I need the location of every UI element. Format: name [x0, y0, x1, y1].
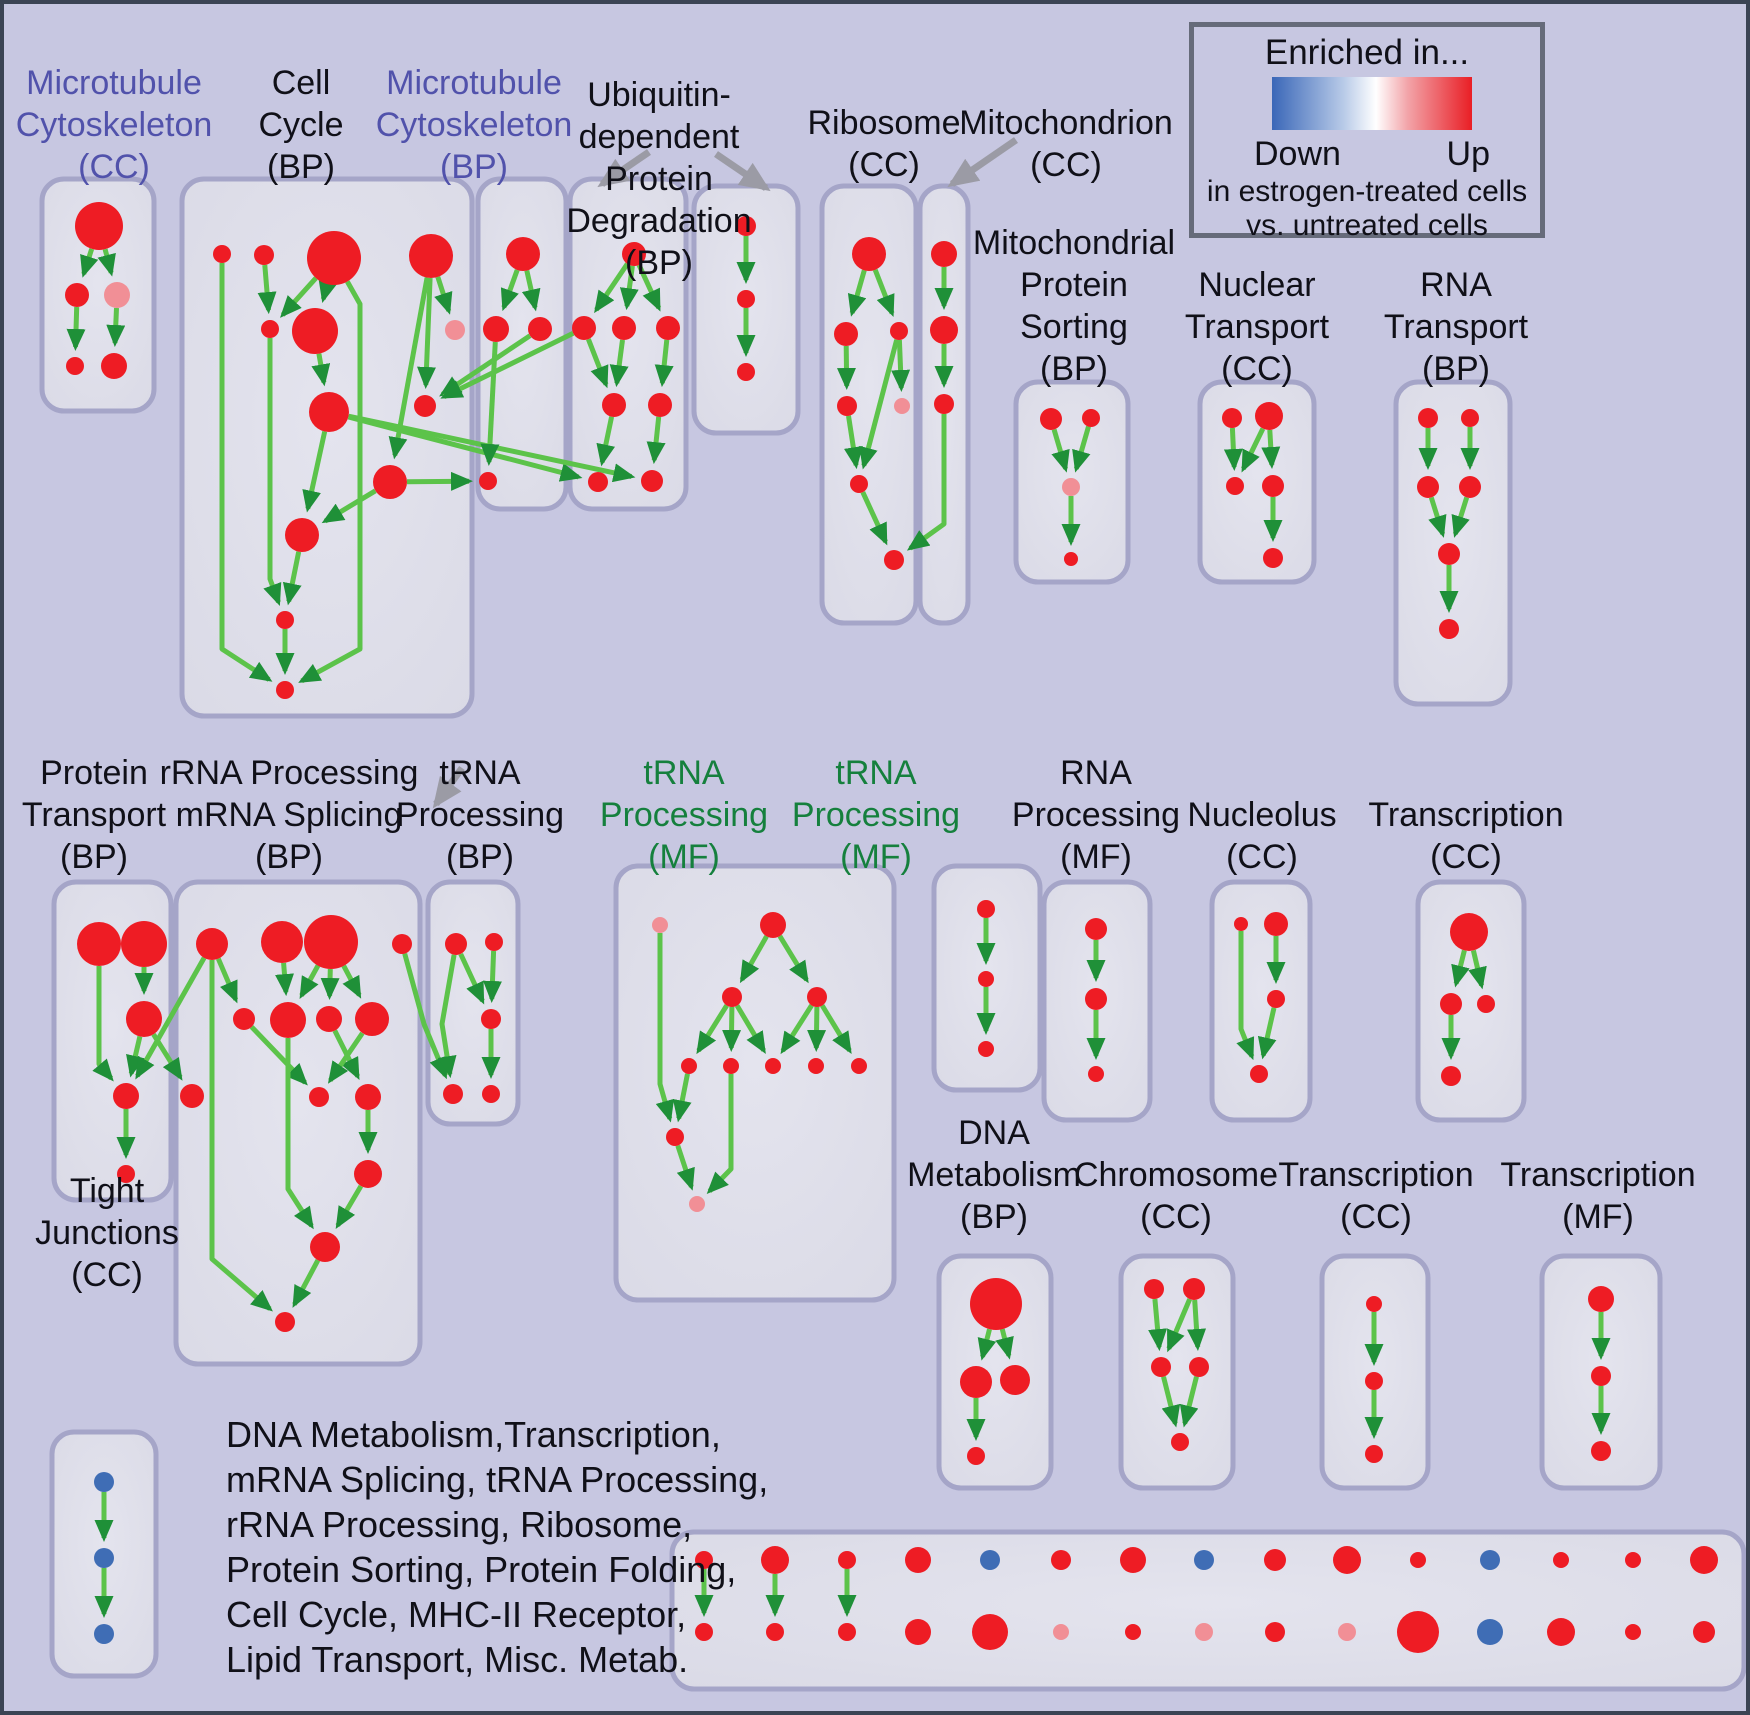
- graph-node: [977, 900, 995, 918]
- graph-node: [1410, 1552, 1426, 1568]
- graph-node: [689, 1196, 705, 1212]
- graph-node: [104, 282, 130, 308]
- graph-node: [760, 912, 786, 938]
- label-protein-transport-bp: Protein Transport (BP): [21, 754, 167, 876]
- label-chromosome-cc: Chromosome (CC): [1073, 1156, 1279, 1236]
- graph-edge: [1270, 430, 1272, 465]
- graph-node: [723, 1058, 739, 1074]
- graph-node: [292, 308, 338, 354]
- label-microtubule-cytoskeleton-bp: Microtubule Cytoskeleton (BP): [375, 64, 573, 186]
- legend-up-label: Up: [1446, 135, 1490, 173]
- graph-node: [1085, 918, 1107, 940]
- graph-node: [254, 245, 274, 265]
- graph-node: [1397, 1611, 1439, 1653]
- graph-node: [1418, 408, 1438, 428]
- graph-node: [602, 393, 626, 417]
- graph-edge: [816, 1007, 817, 1048]
- graph-node: [1053, 1624, 1069, 1640]
- graph-node: [1222, 408, 1242, 428]
- graph-node: [213, 245, 231, 263]
- graph-node: [1440, 993, 1462, 1015]
- graph-node: [837, 396, 857, 416]
- graph-node: [1183, 1278, 1205, 1300]
- graph-node: [307, 231, 361, 285]
- graph-node: [355, 1084, 381, 1110]
- graph-node: [1194, 1550, 1214, 1570]
- graph-node: [77, 922, 121, 966]
- graph-node: [666, 1128, 684, 1146]
- graph-node: [884, 550, 904, 570]
- graph-node: [1480, 1550, 1500, 1570]
- graph-node: [572, 316, 596, 340]
- legend-subtitle-1: in estrogen-treated cells: [1206, 175, 1528, 208]
- graph-node: [233, 1008, 255, 1030]
- graph-node: [528, 317, 552, 341]
- graph-edge: [899, 340, 901, 388]
- graph-node: [1226, 477, 1244, 495]
- graph-node: [482, 1085, 500, 1103]
- graph-node: [1267, 990, 1285, 1008]
- graph-edge: [330, 969, 331, 996]
- graph-node: [75, 202, 123, 250]
- graph-node: [1144, 1279, 1164, 1299]
- graph-node: [309, 1087, 329, 1107]
- graph-node: [479, 472, 497, 490]
- graph-node: [612, 316, 636, 340]
- graph-node: [1000, 1365, 1030, 1395]
- graph-edge: [731, 1007, 732, 1048]
- graph-node: [1693, 1621, 1715, 1643]
- legend-title: Enriched in...: [1264, 33, 1470, 72]
- graph-node: [275, 1312, 295, 1332]
- graph-node: [94, 1472, 114, 1492]
- graph-node: [905, 1547, 931, 1573]
- graph-node: [1365, 1372, 1383, 1390]
- graph-node: [1366, 1296, 1382, 1312]
- graph-node: [890, 322, 908, 340]
- graph-node: [1171, 1433, 1189, 1451]
- label-rrna-processing-mrna-splicing-bp: rRNA Processing mRNA Splicing (BP): [159, 754, 419, 876]
- graph-node: [316, 1006, 342, 1032]
- graph-node: [1250, 1065, 1268, 1083]
- label-rna-transport-bp: RNA Transport (BP): [1383, 266, 1529, 388]
- graph-node: [261, 320, 279, 338]
- legend-endpoints: [1254, 135, 1490, 174]
- label-dna-metabolism-bp: DNA Metabolism (BP): [907, 1114, 1081, 1236]
- graph-node: [1365, 1445, 1383, 1463]
- graph-node: [113, 1083, 139, 1109]
- graph-node: [807, 987, 827, 1007]
- label-transcription-cc-bottom: Transcription (CC): [1278, 1156, 1474, 1236]
- graph-node: [1438, 543, 1460, 565]
- graph-edge: [1195, 1300, 1198, 1347]
- graph-node: [1441, 1066, 1461, 1086]
- graph-node: [276, 681, 294, 699]
- graph-node: [1085, 988, 1107, 1010]
- graph-node: [445, 933, 467, 955]
- graph-node: [838, 1551, 856, 1569]
- graph-node: [978, 971, 994, 987]
- graph-node: [1088, 1066, 1104, 1082]
- graph-node: [1588, 1286, 1614, 1312]
- misc-categories-text: DNA Metabolism,Transcription, mRNA Splicing, tRNA Processing, rRNA Processing, Ribosome, Protein Sorting, Protein Folding, Cell Cycle, MHC-II Receptor, Lipid Transport, Misc. Metab.: [226, 1414, 769, 1680]
- box-rna-transport: [1396, 382, 1510, 704]
- label-trna-processing-mf-2: tRNA Processing (MF): [791, 754, 961, 876]
- graph-node: [445, 320, 465, 340]
- graph-node: [1120, 1547, 1146, 1573]
- graph-node: [808, 1058, 824, 1074]
- graph-node: [648, 393, 672, 417]
- graph-edge: [76, 307, 77, 347]
- graph-node: [641, 470, 663, 492]
- label-mito-protein-sorting-bp: Mitochondrial Protein Sorting (BP): [972, 224, 1176, 388]
- graph-node: [931, 241, 957, 267]
- graph-node: [1547, 1618, 1575, 1646]
- graph-node: [196, 928, 228, 960]
- graph-node: [373, 465, 407, 499]
- graph-node: [851, 1058, 867, 1074]
- graph-edge: [407, 481, 469, 482]
- legend-subtitle-2: vs. untreated cells: [1246, 209, 1488, 242]
- graph-node: [1262, 475, 1284, 497]
- graph-edge: [846, 346, 847, 386]
- graph-node: [1051, 1550, 1071, 1570]
- graph-node: [588, 472, 608, 492]
- graph-node: [481, 1009, 501, 1029]
- graph-node: [1082, 409, 1100, 427]
- graph-node: [1450, 913, 1488, 951]
- graph-node: [834, 322, 858, 346]
- graph-node: [852, 237, 886, 271]
- graph-node: [309, 392, 349, 432]
- graph-node: [1439, 619, 1459, 639]
- graph-node: [285, 518, 319, 552]
- label-ribosome-cc: Ribosome (CC): [807, 104, 961, 184]
- label-trna-processing-bp: tRNA Processing (BP): [395, 754, 565, 876]
- label-transcription-mf: Transcription (MF): [1500, 1156, 1696, 1236]
- graph-node: [967, 1447, 985, 1465]
- label-cell-cycle-bp: Cell Cycle (BP): [258, 64, 344, 186]
- graph-node: [409, 234, 453, 278]
- graph-node: [930, 316, 958, 344]
- graph-node: [681, 1058, 697, 1074]
- graph-node: [1477, 995, 1495, 1013]
- graph-node: [1264, 1549, 1286, 1571]
- legend-down-label: Down: [1254, 135, 1341, 173]
- graph-node: [1690, 1546, 1718, 1574]
- label-nuclear-transport-cc: Nuclear Transport (CC): [1184, 266, 1330, 388]
- graph-node: [1625, 1624, 1641, 1640]
- graph-node: [980, 1550, 1000, 1570]
- label-nucleolus-cc: Nucleolus (CC): [1187, 796, 1337, 876]
- label-microtubule-cytoskeleton-cc: Microtubule Cytoskeleton (CC): [15, 64, 213, 186]
- graph-node: [737, 363, 755, 381]
- graph-node: [1417, 476, 1439, 498]
- graph-node: [1459, 476, 1481, 498]
- graph-node: [1255, 402, 1283, 430]
- graph-node: [737, 290, 755, 308]
- graph-node: [121, 921, 167, 967]
- graph-node: [1338, 1623, 1356, 1641]
- graph-node: [414, 395, 436, 417]
- graph-node: [1461, 409, 1479, 427]
- graph-node: [838, 1623, 856, 1641]
- graph-node: [978, 1041, 994, 1057]
- graph-node: [970, 1278, 1022, 1330]
- graph-node: [850, 475, 868, 493]
- graph-node: [354, 1160, 382, 1188]
- graph-node: [65, 283, 89, 307]
- graph-node: [1195, 1623, 1213, 1641]
- graph-node: [1263, 548, 1283, 568]
- label-ubiquitin-bp: Ubiquitin- dependent Protein Degradation (BP): [566, 76, 752, 282]
- graph-edge: [115, 308, 117, 343]
- graph-node: [304, 915, 358, 969]
- label-tight-junctions-cc: Tight Junctions (CC): [35, 1172, 179, 1294]
- graph-node: [960, 1366, 992, 1398]
- box-chromosome: [1121, 1256, 1233, 1488]
- graph-node: [1062, 478, 1080, 496]
- graph-node: [483, 316, 509, 342]
- graph-node: [1553, 1552, 1569, 1568]
- graph-node: [1064, 552, 1078, 566]
- graph-node: [1591, 1366, 1611, 1386]
- legend-box: [1189, 22, 1545, 242]
- graph-edge: [492, 951, 494, 999]
- graph-node: [310, 1232, 340, 1262]
- graph-node: [765, 1058, 781, 1074]
- graph-node: [94, 1624, 114, 1644]
- graph-node: [656, 316, 680, 340]
- graph-node: [270, 1002, 306, 1038]
- graph-node: [126, 1001, 162, 1037]
- graph-node: [66, 357, 84, 375]
- graph-edge: [284, 963, 286, 992]
- graph-node: [101, 353, 127, 379]
- label-trna-processing-mf-1: tRNA Processing (MF): [599, 754, 769, 876]
- graph-node: [261, 921, 303, 963]
- label-transcription-cc-mid: Transcription (CC): [1368, 796, 1564, 876]
- graph-node: [1625, 1552, 1641, 1568]
- box-nucleolus: [1212, 882, 1310, 1120]
- label-mitochondrion-cc: Mitochondrion (CC): [959, 104, 1173, 184]
- graph-node: [1151, 1357, 1171, 1377]
- graph-node: [766, 1623, 784, 1641]
- graph-node: [1477, 1619, 1503, 1645]
- graph-node: [276, 611, 294, 629]
- graph-node: [355, 1002, 389, 1036]
- graph-node: [392, 934, 412, 954]
- graph-node: [485, 933, 503, 951]
- graph-node: [1234, 917, 1248, 931]
- graph-node: [1333, 1546, 1361, 1574]
- legend-gradient-bar: [1272, 77, 1472, 130]
- graph-node: [443, 1084, 463, 1104]
- graph-node: [1189, 1357, 1209, 1377]
- graph-node: [1040, 408, 1062, 430]
- graph-node: [905, 1619, 931, 1645]
- graph-node: [1591, 1441, 1611, 1461]
- label-rna-processing-mf: RNA Processing (MF): [1011, 754, 1181, 876]
- graph-node: [1264, 912, 1288, 936]
- graph-node: [1265, 1622, 1285, 1642]
- graph-node: [722, 987, 742, 1007]
- box-trna-bp: [428, 882, 518, 1124]
- graph-edge: [1232, 428, 1234, 467]
- graph-node: [934, 394, 954, 414]
- graph-node: [652, 917, 668, 933]
- graph-node: [180, 1084, 204, 1108]
- graph-node: [1125, 1624, 1141, 1640]
- graph-node: [894, 398, 910, 414]
- graph-node: [972, 1614, 1008, 1650]
- graph-node: [506, 237, 540, 271]
- graph-node: [94, 1548, 114, 1568]
